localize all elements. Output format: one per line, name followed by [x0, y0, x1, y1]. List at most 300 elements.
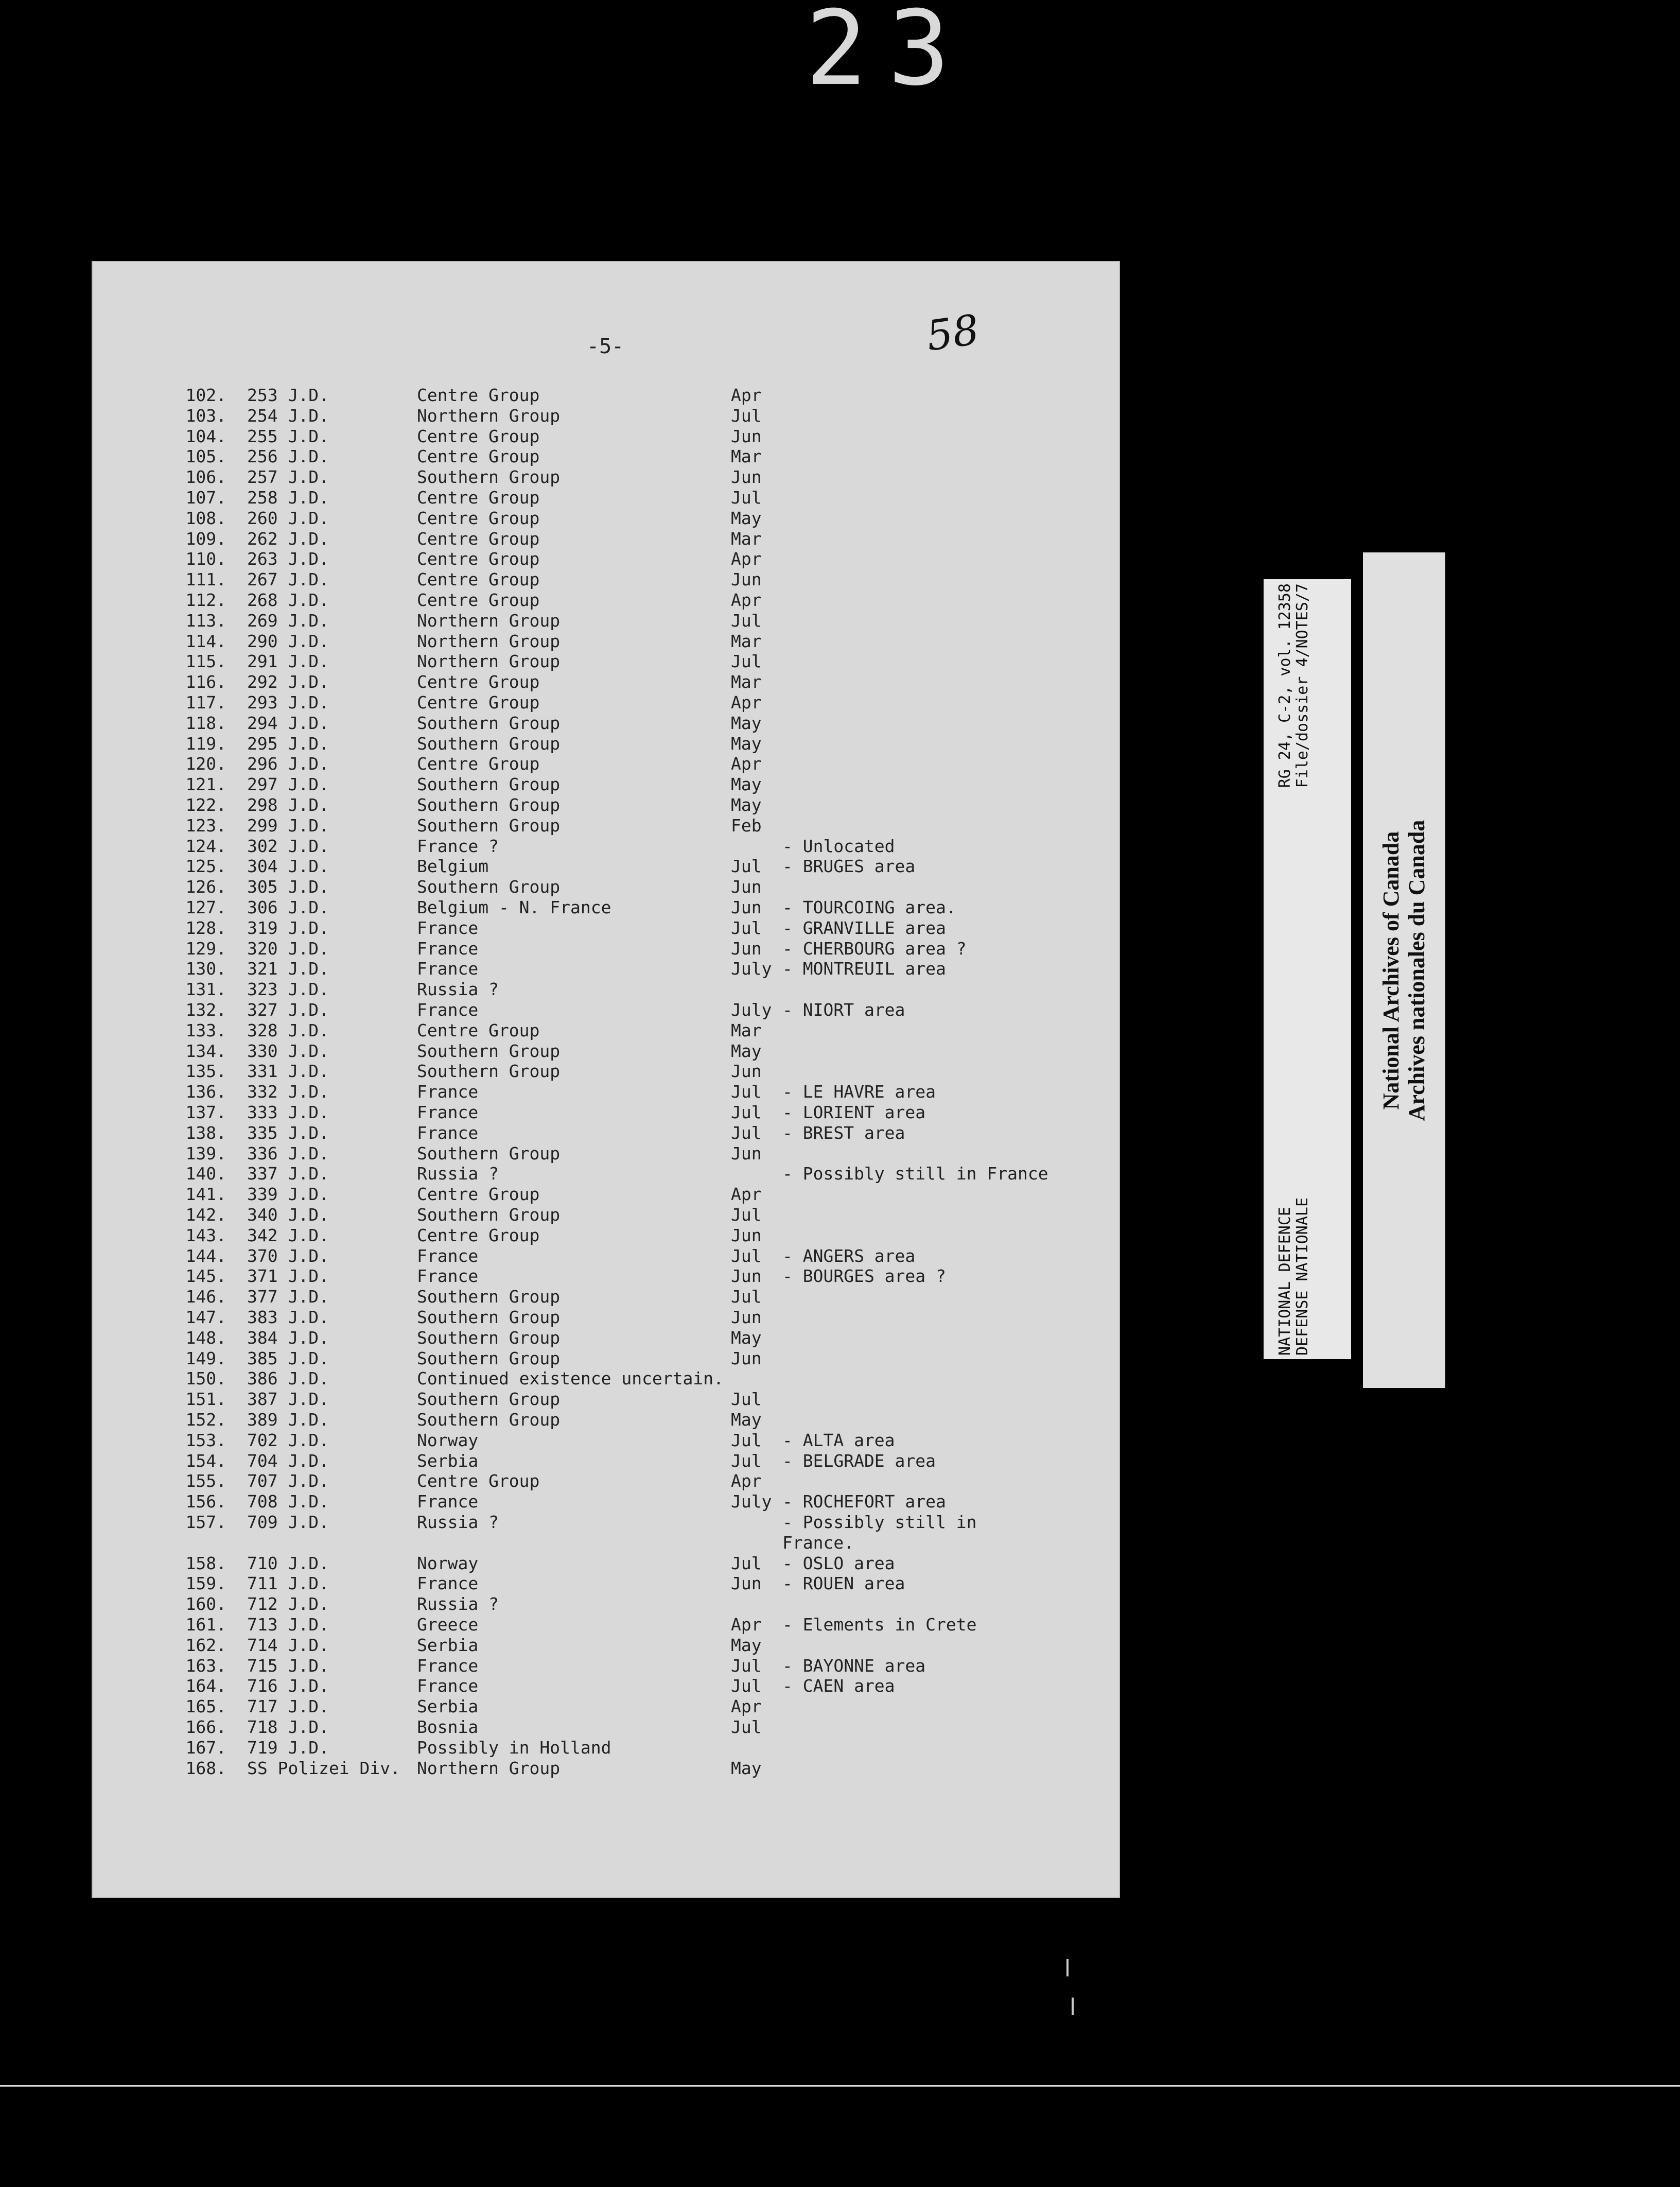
entry-number: 147. — [185, 1307, 226, 1327]
list-item — [0, 1225, 1120, 1246]
month: Jul — [731, 1656, 762, 1676]
location: Continued existence uncertain. — [417, 1368, 724, 1388]
list-item — [0, 1594, 1120, 1615]
location: Centre Group — [417, 385, 540, 405]
location: Southern Group — [417, 1328, 561, 1348]
location: Belgium - N. France — [417, 897, 611, 917]
list-item — [0, 1656, 1120, 1676]
list-item — [0, 959, 1120, 979]
unit-designation: 302 J.D. — [247, 836, 329, 856]
list-item — [0, 1123, 1120, 1143]
unit-designation: 298 J.D. — [247, 795, 329, 815]
entry-number: 134. — [185, 1041, 226, 1061]
unit-designation: SS Polizei Div. — [247, 1758, 401, 1778]
unit-designation: 297 J.D. — [247, 774, 329, 794]
entry-number: 116. — [185, 672, 226, 692]
note: - ROCHEFORT area — [782, 1491, 946, 1512]
location: France — [417, 1491, 479, 1512]
unit-designation: 719 J.D. — [247, 1738, 329, 1758]
entry-number: 156. — [185, 1491, 226, 1512]
month: Jul — [731, 1205, 762, 1225]
note: - BRUGES area — [782, 856, 916, 876]
entry-number: 105. — [185, 446, 226, 466]
entry-number: 102. — [185, 385, 226, 405]
note: - TOURCOING area. — [782, 897, 956, 917]
month: May — [731, 1635, 762, 1655]
month: May — [731, 1410, 762, 1430]
unit-designation: 342 J.D. — [247, 1225, 329, 1245]
note: - ROUEN area — [782, 1573, 905, 1593]
unit-designation: 292 J.D. — [247, 672, 329, 692]
entry-number: 118. — [185, 713, 226, 733]
unit-designation: 335 J.D. — [247, 1123, 329, 1143]
entry-number: 126. — [185, 877, 226, 897]
unit-designation: 385 J.D. — [247, 1348, 329, 1368]
entry-number: 113. — [185, 611, 226, 631]
unit-designation: 290 J.D. — [247, 631, 329, 651]
location: Norway — [417, 1553, 479, 1573]
location: Centre Group — [417, 1184, 540, 1204]
list-item — [0, 1410, 1120, 1430]
month: Jul — [731, 856, 762, 876]
note: - CAEN area — [782, 1676, 895, 1696]
unit-designation: 296 J.D. — [247, 754, 329, 774]
stamp-line-1: NATIONAL DEFENCE — [1276, 1206, 1294, 1356]
location: Centre Group — [417, 754, 540, 774]
list-item — [0, 1143, 1120, 1164]
note: - Unlocated — [782, 836, 895, 856]
location: Southern Group — [417, 1410, 561, 1430]
unit-designation: 715 J.D. — [247, 1656, 329, 1676]
month: Apr — [731, 754, 762, 774]
unit-designation: 709 J.D. — [247, 1512, 329, 1532]
entry-number: 141. — [185, 1184, 226, 1204]
entry-number: 107. — [185, 488, 226, 508]
entry-number: 162. — [185, 1635, 226, 1655]
month: Jul — [731, 1389, 762, 1409]
unit-designation: 254 J.D. — [247, 406, 329, 426]
unit-designation: 708 J.D. — [247, 1491, 329, 1512]
unit-designation: 291 J.D. — [247, 651, 329, 671]
entry-number: 106. — [185, 467, 226, 487]
entry-number: 115. — [185, 651, 226, 671]
unit-designation: 255 J.D. — [247, 426, 329, 446]
list-item — [0, 1430, 1120, 1451]
film-mark — [1072, 1998, 1074, 2015]
location: Centre Group — [417, 569, 540, 589]
month: July — [731, 1491, 772, 1512]
location: Southern Group — [417, 1287, 561, 1307]
list-item — [0, 1635, 1120, 1656]
location: France — [417, 939, 479, 959]
list-item — [0, 1205, 1120, 1225]
location: Centre Group — [417, 488, 540, 508]
unit-designation: 323 J.D. — [247, 979, 329, 999]
unit-designation: 305 J.D. — [247, 877, 329, 897]
note: - BAYONNE area — [782, 1656, 926, 1676]
location: Northern Group — [417, 651, 561, 671]
location: Southern Group — [417, 1061, 561, 1081]
month: Jul — [731, 1102, 762, 1122]
entry-number: 146. — [185, 1287, 226, 1307]
entry-number: 163. — [185, 1656, 226, 1676]
unit-designation: 371 J.D. — [247, 1266, 329, 1286]
month: Jul — [731, 1287, 762, 1307]
entry-number: 148. — [185, 1328, 226, 1348]
location: Centre Group — [417, 529, 540, 549]
location: Southern Group — [417, 1307, 561, 1327]
month: May — [731, 1758, 762, 1778]
month: Jun — [731, 1266, 762, 1286]
list-item — [0, 1553, 1120, 1574]
month: Apr — [731, 549, 762, 569]
month: Jul — [731, 488, 762, 508]
month: Jun — [731, 939, 762, 959]
list-item — [0, 651, 1120, 672]
month: Jul — [731, 1717, 762, 1737]
list-item — [0, 979, 1120, 1000]
location: France — [417, 1246, 479, 1266]
location: Bosnia — [417, 1717, 479, 1737]
list-item — [0, 795, 1120, 815]
month: Jun — [731, 1061, 762, 1081]
list-item — [0, 529, 1120, 549]
entry-number: 158. — [185, 1553, 226, 1573]
unit-designation: 328 J.D. — [247, 1020, 329, 1040]
month: Apr — [731, 1471, 762, 1491]
list-item — [0, 877, 1120, 897]
list-item — [0, 1287, 1120, 1307]
location: Southern Group — [417, 1143, 561, 1164]
unit-designation: 387 J.D. — [247, 1389, 329, 1409]
location: Southern Group — [417, 1348, 561, 1368]
location: Northern Group — [417, 611, 561, 631]
month: May — [731, 1328, 762, 1348]
month: Apr — [731, 1696, 762, 1716]
month: Apr — [731, 1184, 762, 1204]
entry-number: 138. — [185, 1123, 226, 1143]
entry-number: 149. — [185, 1348, 226, 1368]
list-item — [0, 1000, 1120, 1020]
month: Jun — [731, 1225, 762, 1245]
month: Jul — [731, 1553, 762, 1573]
unit-designation: 377 J.D. — [247, 1287, 329, 1307]
location: Centre Group — [417, 590, 540, 610]
list-item — [0, 774, 1120, 795]
month: Jul — [731, 1123, 762, 1143]
unit-designation: 712 J.D. — [247, 1594, 329, 1614]
month: July — [731, 959, 772, 979]
month: May — [731, 1041, 762, 1061]
entry-number: 128. — [185, 918, 226, 938]
month: Mar — [731, 1020, 762, 1040]
unit-designation: 295 J.D. — [247, 734, 329, 754]
month: Feb — [731, 815, 762, 836]
unit-designation: 702 J.D. — [247, 1430, 329, 1450]
note: - BREST area — [782, 1123, 905, 1143]
location: France — [417, 1123, 479, 1143]
list-item — [0, 611, 1120, 631]
unit-designation: 707 J.D. — [247, 1471, 329, 1491]
entry-number: 144. — [185, 1246, 226, 1266]
location: France — [417, 1082, 479, 1102]
list-item — [0, 385, 1120, 406]
list-item — [0, 1020, 1120, 1041]
note: - GRANVILLE area — [782, 918, 946, 938]
month: Jul — [731, 918, 762, 938]
entry-number: 161. — [185, 1615, 226, 1635]
location: France ? — [417, 836, 499, 856]
entry-number: 127. — [185, 897, 226, 917]
unit-designation: 383 J.D. — [247, 1307, 329, 1327]
list-item — [0, 1368, 1120, 1389]
month: Jun — [731, 1307, 762, 1327]
list-item — [0, 508, 1120, 529]
month: Jul — [731, 1451, 762, 1471]
unit-designation: 327 J.D. — [247, 1000, 329, 1020]
folio-mark: 58 — [923, 305, 982, 360]
entry-number: 136. — [185, 1082, 226, 1102]
entry-number: 151. — [185, 1389, 226, 1409]
unit-designation: 304 J.D. — [247, 856, 329, 876]
list-item — [0, 672, 1120, 692]
list-item — [0, 549, 1120, 569]
entry-number: 164. — [185, 1676, 226, 1696]
list-item — [0, 1676, 1120, 1696]
list-item — [0, 1041, 1120, 1062]
unit-designation: 320 J.D. — [247, 939, 329, 959]
list-item — [0, 1164, 1120, 1184]
location: Northern Group — [417, 631, 561, 651]
unit-designation: 717 J.D. — [247, 1696, 329, 1716]
entry-number: 168. — [185, 1758, 226, 1778]
note: France. — [782, 1533, 854, 1553]
unit-designation: 260 J.D. — [247, 508, 329, 528]
stamp-line-2: DEFENSE NATIONALE — [1293, 1197, 1311, 1356]
entry-number: 139. — [185, 1143, 226, 1164]
list-item — [0, 569, 1120, 590]
entry-number: 119. — [185, 734, 226, 754]
entry-number: 103. — [185, 406, 226, 426]
unit-designation: 331 J.D. — [247, 1061, 329, 1081]
unit-designation: 389 J.D. — [247, 1410, 329, 1430]
list-item — [0, 1246, 1120, 1266]
entry-number: 131. — [185, 979, 226, 999]
note: - ANGERS area — [782, 1246, 916, 1266]
month: Mar — [731, 672, 762, 692]
location: Northern Group — [417, 406, 561, 426]
note: - NIORT area — [782, 1000, 905, 1020]
list-item — [0, 939, 1120, 959]
month: May — [731, 713, 762, 733]
month: Jun — [731, 467, 762, 487]
month: Jun — [731, 569, 762, 589]
entry-number: 117. — [185, 692, 226, 713]
unit-designation: 263 J.D. — [247, 549, 329, 569]
unit-designation: 306 J.D. — [247, 897, 329, 917]
unit-designation: 258 J.D. — [247, 488, 329, 508]
note: - LE HAVRE area — [782, 1082, 936, 1102]
list-item — [0, 713, 1120, 734]
unit-designation: 253 J.D. — [247, 385, 329, 405]
unit-designation: 716 J.D. — [247, 1676, 329, 1696]
location: Centre Group — [417, 1471, 540, 1491]
unit-designation: 269 J.D. — [247, 611, 329, 631]
month: Jul — [731, 651, 762, 671]
location: Serbia — [417, 1635, 479, 1655]
month: Jun — [731, 1143, 762, 1164]
list-item — [0, 406, 1120, 426]
unit-designation: 257 J.D. — [247, 467, 329, 487]
location: Serbia — [417, 1451, 479, 1471]
film-edge-line — [0, 2085, 1680, 2087]
list-item — [0, 426, 1120, 447]
location: France — [417, 1000, 479, 1020]
note: - CHERBOURG area ? — [782, 939, 967, 959]
unit-designation: 384 J.D. — [247, 1328, 329, 1348]
list-item — [0, 488, 1120, 508]
entry-number: 165. — [185, 1696, 226, 1716]
location: Southern Group — [417, 713, 561, 733]
entry-number: 160. — [185, 1594, 226, 1614]
unit-designation: 268 J.D. — [247, 590, 329, 610]
location: Belgium — [417, 856, 489, 876]
entry-number: 121. — [185, 774, 226, 794]
list-item — [0, 754, 1120, 774]
location: Southern Group — [417, 795, 561, 815]
month: Jul — [731, 1430, 762, 1450]
list-item — [0, 856, 1120, 877]
unit-designation: 339 J.D. — [247, 1184, 329, 1204]
list-item — [0, 1471, 1120, 1491]
month: Jul — [731, 611, 762, 631]
entry-number: 109. — [185, 529, 226, 549]
list-item — [0, 692, 1120, 713]
entry-number: 143. — [185, 1225, 226, 1245]
list-item — [0, 1533, 1120, 1553]
month: May — [731, 774, 762, 794]
list-item — [0, 1451, 1120, 1471]
page-number: -5- — [587, 335, 624, 358]
entry-number: 114. — [185, 631, 226, 651]
entry-number: 108. — [185, 508, 226, 528]
list-item — [0, 1758, 1120, 1779]
location: Centre Group — [417, 672, 540, 692]
list-item — [0, 1102, 1120, 1123]
month: Jun — [731, 1348, 762, 1368]
entry-number: 130. — [185, 959, 226, 979]
location: Southern Group — [417, 467, 561, 487]
unit-designation: 704 J.D. — [247, 1451, 329, 1471]
list-item — [0, 1082, 1120, 1102]
entry-number: 150. — [185, 1368, 226, 1388]
stamp-reference-1: RG 24, C-2, vol. 12358 — [1276, 583, 1294, 788]
list-item — [0, 446, 1120, 467]
list-item — [0, 1491, 1120, 1512]
location: Northern Group — [417, 1758, 561, 1778]
unit-designation: 713 J.D. — [247, 1615, 329, 1635]
list-item — [0, 1061, 1120, 1082]
month: July — [731, 1000, 772, 1020]
entry-number: 122. — [185, 795, 226, 815]
list-item — [0, 897, 1120, 918]
entry-number: 137. — [185, 1102, 226, 1122]
unit-designation: 711 J.D. — [247, 1573, 329, 1593]
location: Southern Group — [417, 734, 561, 754]
location: Southern Group — [417, 1041, 561, 1061]
stamp-reference-2: File/dossier 4/NOTES/7 — [1293, 583, 1311, 788]
unit-designation: 293 J.D. — [247, 692, 329, 713]
unit-designation: 370 J.D. — [247, 1246, 329, 1266]
location: Southern Group — [417, 877, 561, 897]
list-item — [0, 1307, 1120, 1328]
location: Southern Group — [417, 815, 561, 836]
unit-designation: 710 J.D. — [247, 1553, 329, 1573]
location: Southern Group — [417, 774, 561, 794]
location: France — [417, 918, 479, 938]
location: France — [417, 1266, 479, 1286]
entry-number: 155. — [185, 1471, 226, 1491]
unit-designation: 294 J.D. — [247, 713, 329, 733]
unit-designation: 336 J.D. — [247, 1143, 329, 1164]
month: May — [731, 508, 762, 528]
entry-number: 140. — [185, 1164, 226, 1184]
entry-number: 153. — [185, 1430, 226, 1450]
archive-reference-stamp — [1264, 579, 1351, 1359]
note: - MONTREUIL area — [782, 959, 946, 979]
note: - LORIENT area — [782, 1102, 926, 1122]
entry-number: 125. — [185, 856, 226, 876]
list-item — [0, 734, 1120, 754]
location: Centre Group — [417, 508, 540, 528]
unit-designation: 330 J.D. — [247, 1041, 329, 1061]
month: May — [731, 734, 762, 754]
unit-designation: 319 J.D. — [247, 918, 329, 938]
list-item — [0, 1738, 1120, 1758]
list-item — [0, 1389, 1120, 1410]
location: Southern Group — [417, 1389, 561, 1409]
month: Jul — [731, 1246, 762, 1266]
location: Serbia — [417, 1696, 479, 1716]
list-item — [0, 1328, 1120, 1348]
location: Russia ? — [417, 979, 499, 999]
entry-number: 157. — [185, 1512, 226, 1532]
entry-number: 159. — [185, 1573, 226, 1593]
entry-number: 135. — [185, 1061, 226, 1081]
entry-number: 110. — [185, 549, 226, 569]
film-mark — [1066, 1959, 1069, 1976]
entry-number: 129. — [185, 939, 226, 959]
entry-number: 132. — [185, 1000, 226, 1020]
archive-label-english: National Archives of Canada — [1378, 831, 1404, 1109]
location: France — [417, 1676, 479, 1696]
location: France — [417, 1573, 479, 1593]
entry-number: 145. — [185, 1266, 226, 1286]
note: - Possibly still in France — [782, 1164, 1048, 1184]
month: Mar — [731, 631, 762, 651]
month: Jun — [731, 1573, 762, 1593]
entry-number: 154. — [185, 1451, 226, 1471]
unit-designation: 321 J.D. — [247, 959, 329, 979]
month: Jul — [731, 1676, 762, 1696]
note: - Elements in Crete — [782, 1615, 977, 1635]
list-item — [0, 1696, 1120, 1717]
list-item — [0, 631, 1120, 652]
entry-number: 111. — [185, 569, 226, 589]
month: Apr — [731, 590, 762, 610]
entry-number: 112. — [185, 590, 226, 610]
note: - ALTA area — [782, 1430, 895, 1450]
